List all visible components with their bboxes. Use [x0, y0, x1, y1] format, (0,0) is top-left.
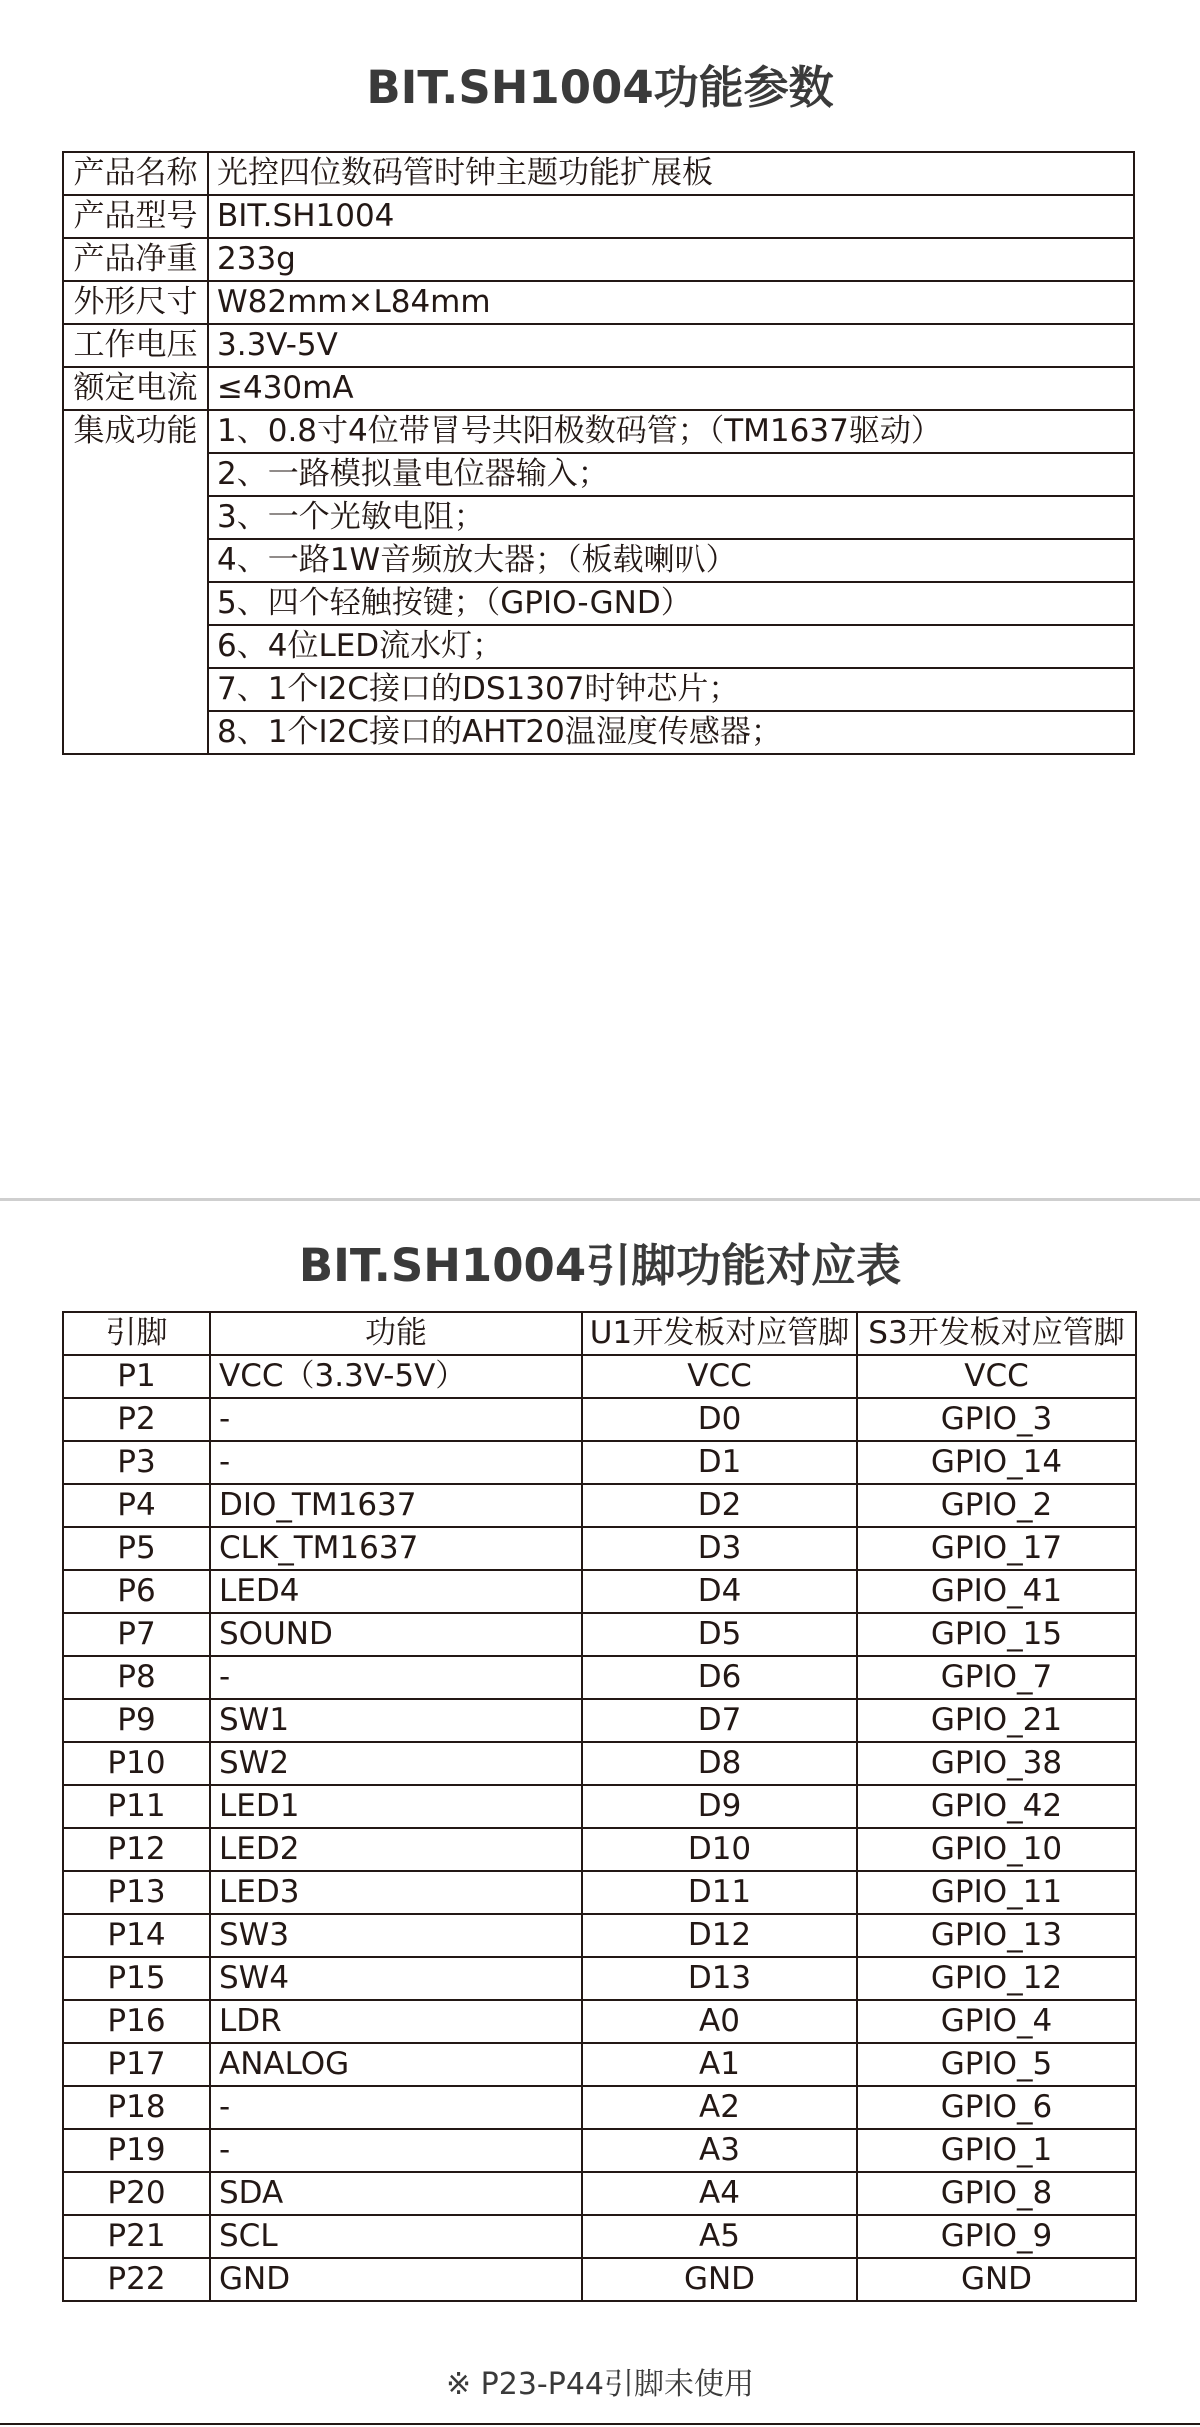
- s3-pin-cell: GPIO_5: [857, 2043, 1136, 2086]
- function-cell: LED3: [210, 1871, 582, 1914]
- spec-value: 3.3V-5V: [208, 324, 1134, 367]
- spec-row: [63, 281, 1134, 324]
- pin-table: [62, 1311, 1137, 2302]
- s3-pin-cell: GPIO_8: [857, 2172, 1136, 2215]
- spec-label: 产品型号: [63, 195, 208, 238]
- function-cell: LED4: [210, 1570, 582, 1613]
- pin-row: [63, 2172, 1136, 2215]
- u1-pin-cell: A1: [582, 2043, 857, 2086]
- pin-table-body: [63, 1355, 1136, 2301]
- pin-row: [63, 1785, 1136, 1828]
- bottom-border: [0, 2423, 1200, 2425]
- spec-row: [63, 152, 1134, 195]
- s3-pin-cell: GPIO_15: [857, 1613, 1136, 1656]
- spec-table-body: [63, 152, 1134, 754]
- feature-item: 7、1个I2C接口的DS1307时钟芯片；: [208, 668, 1134, 711]
- pin-row: [63, 1613, 1136, 1656]
- s3-pin-cell: VCC: [857, 1355, 1136, 1398]
- function-cell: DIO_TM1637: [210, 1484, 582, 1527]
- pin-row: [63, 2215, 1136, 2258]
- pin-row: [63, 1871, 1136, 1914]
- u1-pin-cell: D2: [582, 1484, 857, 1527]
- header-pin: 引脚: [63, 1312, 210, 1355]
- u1-pin-cell: D11: [582, 1871, 857, 1914]
- u1-pin-cell: D3: [582, 1527, 857, 1570]
- spec-row: [63, 195, 1134, 238]
- u1-pin-cell: D6: [582, 1656, 857, 1699]
- spec-label: 工作电压: [63, 324, 208, 367]
- pin-cell: P20: [63, 2172, 210, 2215]
- section-divider: [0, 1198, 1200, 1201]
- s3-pin-cell: GPIO_2: [857, 1484, 1136, 1527]
- feature-row: [63, 625, 1134, 668]
- u1-pin-cell: D9: [582, 1785, 857, 1828]
- pin-row: [63, 1441, 1136, 1484]
- features-label: 集成功能: [63, 410, 208, 754]
- spec-row: [63, 238, 1134, 281]
- pin-cell: P17: [63, 2043, 210, 2086]
- function-cell: SOUND: [210, 1613, 582, 1656]
- pin-row: [63, 1656, 1136, 1699]
- function-cell: CLK_TM1637: [210, 1527, 582, 1570]
- function-cell: VCC（3.3V-5V）: [210, 1355, 582, 1398]
- pin-row: [63, 1699, 1136, 1742]
- s3-pin-cell: GPIO_10: [857, 1828, 1136, 1871]
- pin-table-header: [63, 1312, 1136, 1355]
- u1-pin-cell: D12: [582, 1914, 857, 1957]
- pin-row: [63, 2258, 1136, 2301]
- pin-cell: P1: [63, 1355, 210, 1398]
- header-s3-pin: S3开发板对应管脚: [857, 1312, 1136, 1355]
- pin-table-title: BIT.SH1004引脚功能对应表: [298, 1239, 902, 1292]
- pin-row: [63, 1484, 1136, 1527]
- s3-pin-cell: GPIO_11: [857, 1871, 1136, 1914]
- feature-row: [63, 410, 1134, 453]
- s3-pin-cell: GPIO_9: [857, 2215, 1136, 2258]
- feature-row: [63, 539, 1134, 582]
- pin-cell: P6: [63, 1570, 210, 1613]
- spec-title: BIT.SH1004功能参数: [366, 61, 834, 114]
- pin-table-header-row: [63, 1312, 1136, 1355]
- feature-row: [63, 496, 1134, 539]
- pin-cell: P15: [63, 1957, 210, 2000]
- pin-row: [63, 1742, 1136, 1785]
- spec-label: 额定电流: [63, 367, 208, 410]
- pin-row: [63, 1828, 1136, 1871]
- pin-cell: P18: [63, 2086, 210, 2129]
- function-cell: -: [210, 2086, 582, 2129]
- feature-row: [63, 582, 1134, 625]
- s3-pin-cell: GPIO_4: [857, 2000, 1136, 2043]
- pin-cell: P10: [63, 1742, 210, 1785]
- u1-pin-cell: A3: [582, 2129, 857, 2172]
- pin-cell: P11: [63, 1785, 210, 1828]
- pin-row: [63, 1570, 1136, 1613]
- pin-row: [63, 1957, 1136, 2000]
- pin-cell: P14: [63, 1914, 210, 1957]
- pin-cell: P12: [63, 1828, 210, 1871]
- function-cell: GND: [210, 2258, 582, 2301]
- function-cell: -: [210, 1656, 582, 1699]
- feature-item: 8、1个I2C接口的AHT20温湿度传感器；: [208, 711, 1134, 754]
- u1-pin-cell: A4: [582, 2172, 857, 2215]
- u1-pin-cell: D8: [582, 1742, 857, 1785]
- spec-row: [63, 367, 1134, 410]
- s3-pin-cell: GPIO_7: [857, 1656, 1136, 1699]
- feature-item: 4、一路1W音频放大器；（板载喇叭）: [208, 539, 1134, 582]
- u1-pin-cell: A0: [582, 2000, 857, 2043]
- pin-cell: P13: [63, 1871, 210, 1914]
- spec-label: 外形尺寸: [63, 281, 208, 324]
- pin-cell: P7: [63, 1613, 210, 1656]
- pin-cell: P9: [63, 1699, 210, 1742]
- pin-cell: P2: [63, 1398, 210, 1441]
- function-cell: LED1: [210, 1785, 582, 1828]
- s3-pin-cell: GPIO_6: [857, 2086, 1136, 2129]
- u1-pin-cell: D4: [582, 1570, 857, 1613]
- u1-pin-cell: A2: [582, 2086, 857, 2129]
- feature-item: 3、一个光敏电阻；: [208, 496, 1134, 539]
- s3-pin-cell: GND: [857, 2258, 1136, 2301]
- function-cell: -: [210, 1398, 582, 1441]
- u1-pin-cell: A5: [582, 2215, 857, 2258]
- function-cell: LED2: [210, 1828, 582, 1871]
- spec-label: 产品净重: [63, 238, 208, 281]
- spec-value: W82mm×L84mm: [208, 281, 1134, 324]
- header-function: 功能: [210, 1312, 582, 1355]
- s3-pin-cell: GPIO_42: [857, 1785, 1136, 1828]
- function-cell: SW2: [210, 1742, 582, 1785]
- pin-cell: P5: [63, 1527, 210, 1570]
- u1-pin-cell: D7: [582, 1699, 857, 1742]
- u1-pin-cell: D10: [582, 1828, 857, 1871]
- function-cell: -: [210, 2129, 582, 2172]
- spec-label: 产品名称: [63, 152, 208, 195]
- pin-row: [63, 2129, 1136, 2172]
- function-cell: SW4: [210, 1957, 582, 2000]
- feature-row: [63, 453, 1134, 496]
- spec-value: 233g: [208, 238, 1134, 281]
- function-cell: SW3: [210, 1914, 582, 1957]
- u1-pin-cell: D5: [582, 1613, 857, 1656]
- spec-value: BIT.SH1004: [208, 195, 1134, 238]
- pin-cell: P21: [63, 2215, 210, 2258]
- function-cell: SW1: [210, 1699, 582, 1742]
- u1-pin-cell: D13: [582, 1957, 857, 2000]
- spec-value: 光控四位数码管时钟主题功能扩展板: [208, 152, 1134, 195]
- feature-item: 2、一路模拟量电位器输入；: [208, 453, 1134, 496]
- footnote: ※ P23-P44引脚未使用: [445, 2367, 755, 2402]
- feature-item: 6、4位LED流水灯；: [208, 625, 1134, 668]
- spec-value: ≤430mA: [208, 367, 1134, 410]
- pin-cell: P8: [63, 1656, 210, 1699]
- feature-item: 1、0.8寸4位带冒号共阳极数码管；（TM1637驱动）: [208, 410, 1134, 453]
- pin-cell: P19: [63, 2129, 210, 2172]
- function-cell: SDA: [210, 2172, 582, 2215]
- function-cell: -: [210, 1441, 582, 1484]
- u1-pin-cell: VCC: [582, 1355, 857, 1398]
- s3-pin-cell: GPIO_13: [857, 1914, 1136, 1957]
- pin-cell: P22: [63, 2258, 210, 2301]
- s3-pin-cell: GPIO_1: [857, 2129, 1136, 2172]
- pin-cell: P4: [63, 1484, 210, 1527]
- s3-pin-cell: GPIO_41: [857, 1570, 1136, 1613]
- u1-pin-cell: GND: [582, 2258, 857, 2301]
- feature-item: 5、四个轻触按键；（GPIO-GND）: [208, 582, 1134, 625]
- function-cell: ANALOG: [210, 2043, 582, 2086]
- function-cell: LDR: [210, 2000, 582, 2043]
- s3-pin-cell: GPIO_38: [857, 1742, 1136, 1785]
- u1-pin-cell: D0: [582, 1398, 857, 1441]
- spec-row: [63, 324, 1134, 367]
- pin-row: [63, 1914, 1136, 1957]
- pin-cell: P16: [63, 2000, 210, 2043]
- header-u1-pin: U1开发板对应管脚: [582, 1312, 857, 1355]
- pin-row: [63, 1398, 1136, 1441]
- pin-cell: P3: [63, 1441, 210, 1484]
- pin-row: [63, 2043, 1136, 2086]
- pin-row: [63, 2000, 1136, 2043]
- u1-pin-cell: D1: [582, 1441, 857, 1484]
- s3-pin-cell: GPIO_14: [857, 1441, 1136, 1484]
- pin-row: [63, 2086, 1136, 2129]
- pin-row: [63, 1527, 1136, 1570]
- s3-pin-cell: GPIO_17: [857, 1527, 1136, 1570]
- feature-row: [63, 668, 1134, 711]
- s3-pin-cell: GPIO_3: [857, 1398, 1136, 1441]
- function-cell: SCL: [210, 2215, 582, 2258]
- feature-row: [63, 711, 1134, 754]
- pin-row: [63, 1355, 1136, 1398]
- s3-pin-cell: GPIO_12: [857, 1957, 1136, 2000]
- spec-table: [62, 151, 1135, 755]
- s3-pin-cell: GPIO_21: [857, 1699, 1136, 1742]
